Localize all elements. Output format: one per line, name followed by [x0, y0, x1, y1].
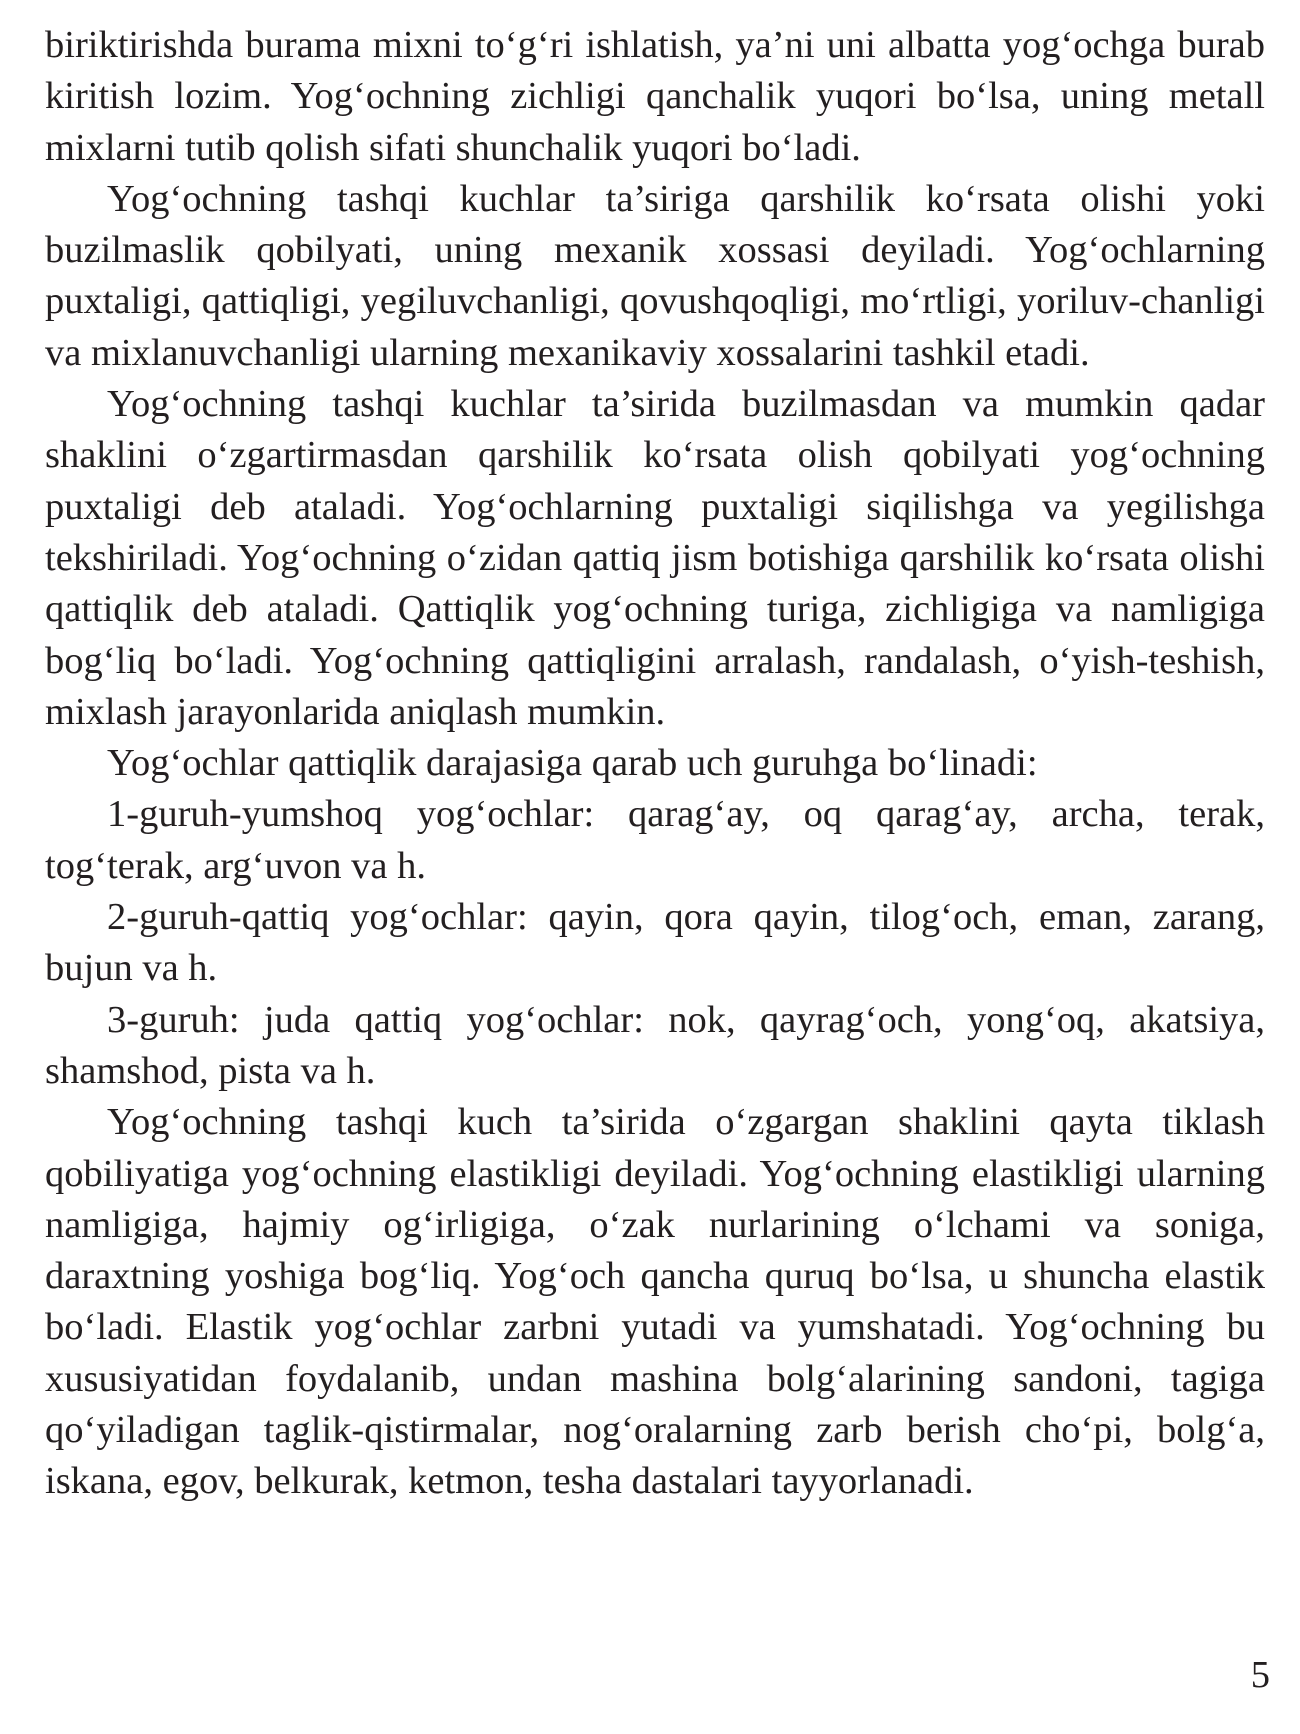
paragraph: Yog‘ochning tashqi kuchlar ta’sirida buzilmasdan va mumkin qadar shaklini o‘zgartirmasdan qarshilik ko‘rsata olish qobilyati yog‘ochning puxtaligi deb ataladi. Yog‘ochlarning puxtaligi siqilishga va yegilishga tekshiriladi. Yog‘ochning o‘zidan qattiq jism botishiga qarshilik ko‘rsata olishi qattiqlik deb ataladi. Qattiqlik yog‘ochning turiga, zichligiga va namligiga bog‘liq bo‘ladi. Yog‘ochning qattiqligini arralash, randalash, o‘yish-teshish, mixlash jarayonlarida aniqlash mumkin.: [45, 383, 1265, 733]
paragraph: 3-guruh: juda qattiq yog‘ochlar: nok, qayrag‘och, yong‘oq, akatsiya, shamshod, pista va h.: [45, 998, 1265, 1092]
page-body: [45, 20, 1265, 1508]
paragraph: 2-guruh-qattiq yog‘ochlar: qayin, qora qayin, tilog‘och, eman, zarang, bujun va h.: [45, 896, 1265, 990]
page-number: 5: [1250, 1654, 1270, 1696]
paragraph: Yog‘ochning tashqi kuchlar ta’siriga qarshilik ko‘rsata olishi yoki buzilmaslik qobilyati, uning mexanik xossasi deyiladi. Yog‘ochlarning puxtaligi, qattiqligi, yegiluvchanligi, qovushqoqligi, mo‘rtligi, yoriluv-chanligi va mixlanuvchanligi ularning mexanikaviy xossalarini tashkil etadi.: [45, 177, 1265, 374]
paragraph: Yog‘ochning tashqi kuch ta’sirida o‘zgargan shaklini qayta tiklash qobiliyatiga yog‘ochning elastikligi deyiladi. Yog‘ochning elastikligi ularning namligiga, hajmiy og‘irligiga, o‘zak nurlarining o‘lchami va soniga, daraxtning yoshiga bog‘liq. Yog‘och qancha quruq bo‘lsa, u shuncha elastik bo‘ladi. Elastik yog‘ochlar zarbni yutadi va yumshatadi. Yog‘ochning bu xususiyatidan foydalanib, undan mashina bolg‘alarining sandoni, tagiga qo‘yiladigan taglik-qistirmalar, nog‘oralarning zarb berish cho‘pi, bolg‘a, iskana, egov, belkurak, ketmon, tesha dastalari tayyorlanadi.: [45, 1101, 1265, 1503]
paragraph: 1-guruh-yumshoq yog‘ochlar: qarag‘ay, oq qarag‘ay, archa, terak, tog‘terak, arg‘uvon va h.: [45, 793, 1265, 887]
paragraph: biriktirishda burama mixni to‘g‘ri ishlatish, ya’ni uni albatta yog‘ochga burab kiritish lozim. Yog‘ochning zichligi qanchalik yuqori bo‘lsa, uning metall mixlarni tutib qolish sifati shunchalik yuqori bo‘ladi.: [45, 24, 1265, 169]
paragraph: Yog‘ochlar qattiqlik darajasiga qarab uch guruhga bo‘linadi:: [107, 742, 1038, 785]
